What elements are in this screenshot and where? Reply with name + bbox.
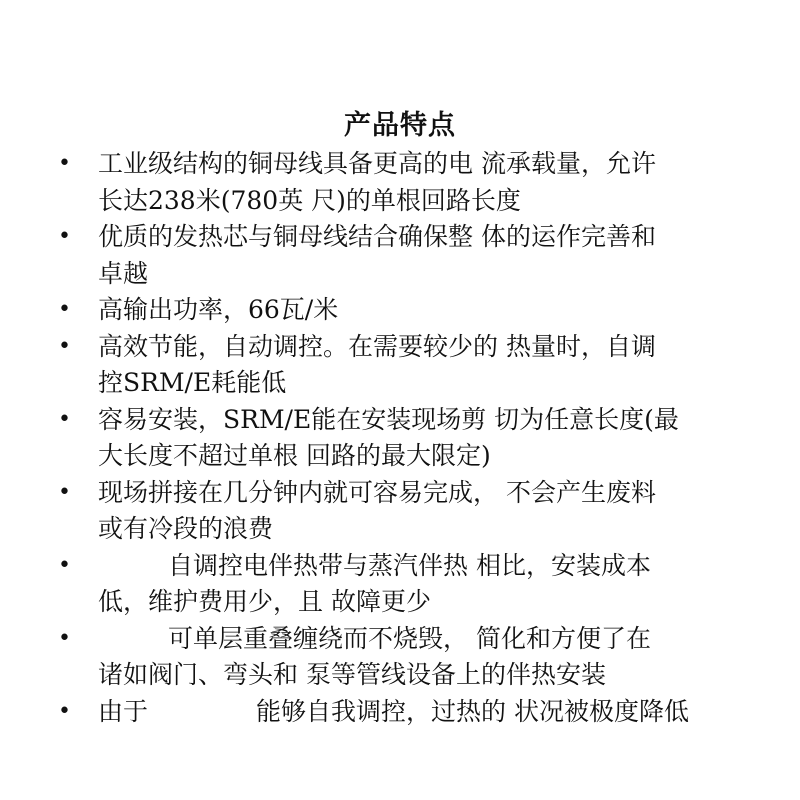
list-item-text: 由于 xyxy=(98,696,149,726)
feature-list xyxy=(0,146,800,730)
bullet-icon: • xyxy=(58,625,71,651)
bullet-icon: • xyxy=(58,406,71,432)
list-item-text: 工业级结构的铜母线具备更高的电 流承载量，允许 xyxy=(98,149,656,178)
bullet-icon: • xyxy=(58,297,71,322)
list-item-text: 优质的发热芯与铜母线结合确保整 体的运作完善和 xyxy=(98,222,656,251)
list-item-text: 诸如阀门、弯头和 泵等管线设备上的伴热安装 xyxy=(98,660,606,689)
bullet-icon: • xyxy=(58,552,71,578)
list-item-text-row xyxy=(98,694,760,731)
list-item xyxy=(0,329,800,402)
bullet-icon: • xyxy=(58,333,71,359)
list-item-text: 能够自我调控，过热的 状况被极度降低 xyxy=(256,696,689,726)
list-item-text: 可单层重叠缠绕而不烧毁， 简化和方便了在 xyxy=(168,623,651,653)
list-item-text: 自调控电伴热带与蒸汽伴热 相比，安装成本 xyxy=(168,550,651,580)
list-item-text: 控SRM/E耗能低 xyxy=(98,368,287,397)
list-item xyxy=(0,219,800,292)
bullet-icon: • xyxy=(58,224,71,249)
list-item xyxy=(0,621,800,694)
page-title: 产品特点 xyxy=(344,110,456,141)
list-item-text: 容易安装，SRM/E能在安装现场剪 切为任意长度(最 xyxy=(98,404,679,434)
list-item xyxy=(0,292,800,329)
list-item xyxy=(0,475,800,548)
list-item-text: 卓越 xyxy=(98,258,149,288)
list-item xyxy=(0,548,800,621)
list-item xyxy=(0,146,800,219)
list-item-text: 或有冷段的浪费 xyxy=(98,514,274,543)
bullet-icon: • xyxy=(58,151,71,176)
list-item-text: 低，维护费用少，且 故障更少 xyxy=(98,587,431,616)
list-item-text: 高输出功率，66瓦/米 xyxy=(98,295,339,324)
list-item xyxy=(0,402,800,475)
list-item-text: 现场拼接在几分钟内就可容易完成， 不会产生废料 xyxy=(98,477,656,507)
list-item-text: 长达238米(780英 尺)的单根回路长度 xyxy=(98,185,521,215)
list-item xyxy=(0,694,800,731)
list-item-text: 大长度不超过单根 回路的最大限定) xyxy=(98,441,491,470)
list-item-text: 高效节能，自动调控。在需要较少的 热量时，自调 xyxy=(98,331,656,361)
bullet-icon: • xyxy=(58,698,71,724)
bullet-icon: • xyxy=(58,479,71,505)
